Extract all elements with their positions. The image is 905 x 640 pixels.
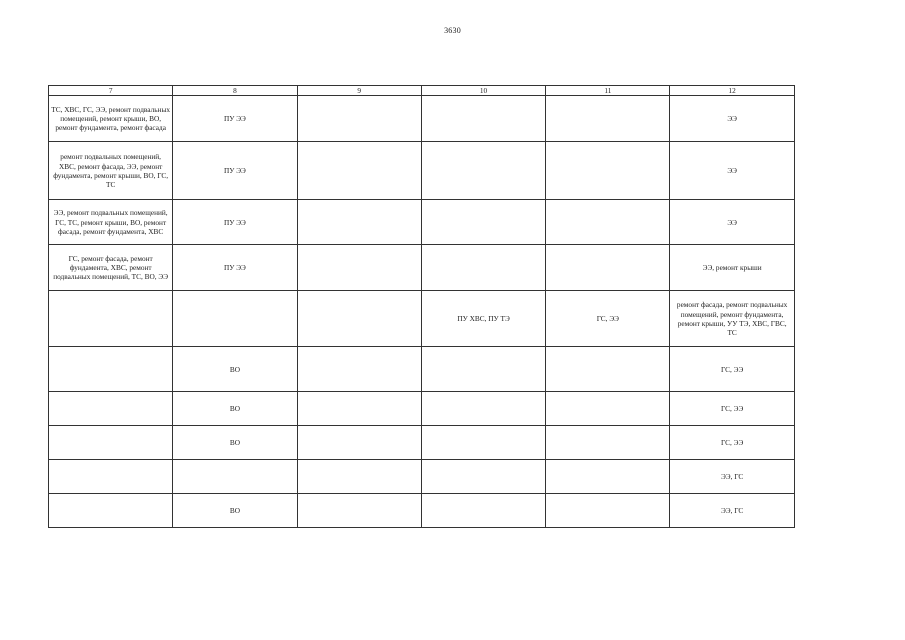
table-row: [49, 392, 795, 426]
table-row: [49, 347, 795, 392]
table-cell: ВО: [173, 392, 297, 426]
table-cell: [297, 347, 421, 392]
table-cell: ГС, ЭЭ: [670, 426, 794, 460]
table-cell: [546, 200, 670, 245]
table-cell: [297, 142, 421, 200]
table-cell: ЭЭ, ГС: [670, 494, 794, 528]
table-cell: [421, 200, 545, 245]
table-cell: [297, 494, 421, 528]
table-cell: [173, 460, 297, 494]
table-cell: [297, 200, 421, 245]
table-cell: ПУ ХВС, ПУ ТЭ: [421, 291, 545, 347]
table-cell: ГС, ЭЭ: [670, 347, 794, 392]
table-cell: ЭЭ, ремонт подвальных помещений, ГС, ТС, ремонт крыши, ВО, ремонт фасада, ремонт фундамента, ХВС: [49, 200, 173, 245]
table-cell: ЭЭ: [670, 200, 794, 245]
table-cell: ТС, ХВС, ГС, ЭЭ, ремонт подвальных помещений, ремонт крыши, ВО, ремонт фундамента, ремонт фасада: [49, 96, 173, 142]
table-cell: [49, 392, 173, 426]
column-header-8: 8: [173, 86, 297, 96]
table-cell: ПУ ЭЭ: [173, 142, 297, 200]
table-cell: ГС, ремонт фасада, ремонт фундамента, ХВС, ремонт подвальных помещений, ТС, ВО, ЭЭ: [49, 245, 173, 291]
table-cell: [546, 347, 670, 392]
table-cell: ПУ ЭЭ: [173, 200, 297, 245]
table-cell: [546, 245, 670, 291]
table-cell: [297, 96, 421, 142]
table-cell: ЭЭ, ремонт крыши: [670, 245, 794, 291]
table-cell: [297, 426, 421, 460]
column-header-7: 7: [49, 86, 173, 96]
table-cell: [421, 392, 545, 426]
table-cell: ремонт фасада, ремонт подвальных помещений, ремонт фундамента, ремонт крыши, УУ ТЭ, ХВС, ГВС, ТС: [670, 291, 794, 347]
table-cell: [297, 245, 421, 291]
table-cell: [421, 460, 545, 494]
table-cell: [49, 494, 173, 528]
table-cell: [49, 426, 173, 460]
table-cell: [421, 347, 545, 392]
table-cell: ГС, ЭЭ: [670, 392, 794, 426]
column-header-9: 9: [297, 86, 421, 96]
table-row: [49, 291, 795, 347]
column-header-11: 11: [546, 86, 670, 96]
table-cell: [546, 426, 670, 460]
table-cell: [49, 347, 173, 392]
header-row: [49, 86, 795, 96]
table-cell: [421, 142, 545, 200]
table-row: [49, 200, 795, 245]
table-cell: [421, 96, 545, 142]
table-cell: [546, 460, 670, 494]
table-cell: [546, 392, 670, 426]
table-row: [49, 245, 795, 291]
column-header-10: 10: [421, 86, 545, 96]
column-header-12: 12: [670, 86, 794, 96]
table-cell: ЭЭ, ГС: [670, 460, 794, 494]
table-cell: [49, 291, 173, 347]
table-cell: [297, 460, 421, 494]
table-cell: [297, 291, 421, 347]
table-cell: [297, 392, 421, 426]
table-cell: ЭЭ: [670, 142, 794, 200]
table-cell: ГС, ЭЭ: [546, 291, 670, 347]
table-row: [49, 96, 795, 142]
table-cell: [546, 96, 670, 142]
table-cell: [173, 291, 297, 347]
table-cell: ПУ ЭЭ: [173, 96, 297, 142]
table-cell: [421, 494, 545, 528]
table-cell: ЭЭ: [670, 96, 794, 142]
table-cell: ПУ ЭЭ: [173, 245, 297, 291]
table-cell: ВО: [173, 347, 297, 392]
table-row: [49, 494, 795, 528]
works-table: [48, 85, 795, 528]
table-cell: ремонт подвальных помещений, ХВС, ремонт фасада, ЭЭ, ремонт фундамента, ремонт крыши, ВО, ГС, ТС: [49, 142, 173, 200]
table-cell: ВО: [173, 426, 297, 460]
table-cell: [421, 426, 545, 460]
table-row: [49, 142, 795, 200]
table-cell: [546, 494, 670, 528]
table-row: [49, 426, 795, 460]
table-cell: [49, 460, 173, 494]
page-number: 3630: [444, 26, 461, 35]
table-row: [49, 460, 795, 494]
table-cell: ВО: [173, 494, 297, 528]
table-cell: [546, 142, 670, 200]
table-cell: [421, 245, 545, 291]
